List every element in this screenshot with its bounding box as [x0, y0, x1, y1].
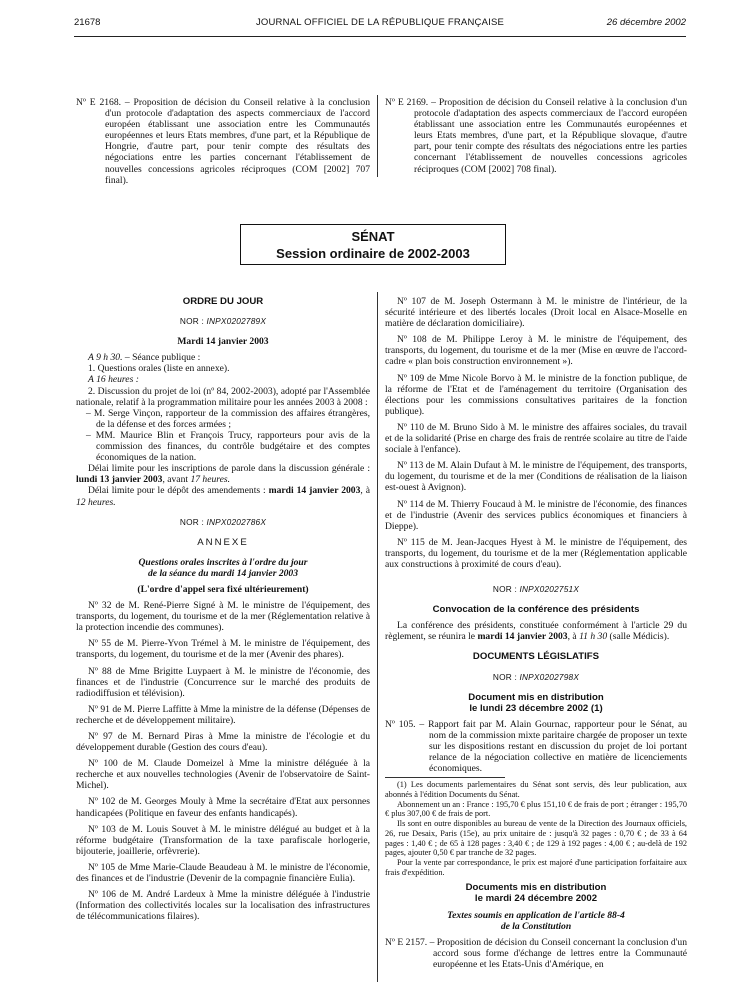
banner-title: SÉNAT [351, 229, 395, 244]
oral-question: Nº 91 de M. Pierre Laffitte à Mme la ministre de la défense (Dépenses de recherche et de développement militaire). [76, 703, 370, 726]
textes-heading: Textes soumis en application de l'article 88-4 [447, 909, 625, 921]
convocation-heading: Convocation de la conférence des présidents [432, 604, 640, 616]
agenda-line: 2. Discussion du projet de loi (nº 84, 2002-2003), adopté par l'Assemblée nationale, relatif à la programmation militaire pour les années 2003 à 2008 : [76, 385, 370, 408]
banner-subtitle: Session ordinaire de 2002-2003 [276, 246, 470, 261]
agenda-line: 1. Questions orales (liste en annexe). [88, 363, 230, 375]
agenda-line: – MM. Maurice Blin et François Trucy, rapporteurs pour avis de la commission des finances, du contrôle budgétaire et des comptes économiques de la nation. [86, 429, 370, 464]
issue-date: 26 décembre 2002 [606, 17, 686, 28]
documents-legislatifs-heading: DOCUMENTS LÉGISLATIFS [472, 651, 600, 663]
agenda-line: Délai limite pour les inscriptions de parole dans la discussion générale : lundi 13 janvier 2003, avant 17 heures. [76, 463, 370, 486]
footnote: Abonnement un an : France : 195,70 € plus 151,10 € de frais de port ; étranger : 195,70 € plus 307,00 € de frais de port. [385, 799, 687, 819]
top-left-item [76, 97, 370, 186]
distribution-heading: Documents mis en distribution [465, 882, 607, 894]
oral-question: Nº 105 de Mme Marie-Claude Beaudeau à M. le ministre de l'économie, des finances et de l'industrie (Devenir de la compagnie financière Eulia). [76, 861, 370, 885]
footnote: Ils sont en outre disponibles au bureau de vente de la Direction des Journaux officiels, 26, rue Desaix, Paris (15e), au prix unitaire de : jusqu'à 32 pages : 0,70 € ; de 33 à 64 pages : 1,40 € ; de 65 à 128 pages : 3,40 € ; de 129 à 192 pages : 4,00 € ; au-delà de 192 pages, ajouter 0,50 € par tranche de 32 pages. [385, 819, 687, 858]
distribution-heading: le lundi 23 décembre 2002 (1) [469, 702, 603, 714]
left-column [76, 296, 370, 927]
page-number: 21678 [74, 17, 101, 28]
ordre-du-jour-heading: ORDRE DU JOUR [182, 296, 264, 307]
question-list [385, 296, 687, 570]
agenda-line: A 9 h 30. – Séance publique : [88, 352, 201, 364]
annexe-heading: ANNEXE [197, 536, 249, 548]
agenda-line: Délai limite pour le dépôt des amendements : mardi 14 janvier 2003, à 12 heures. [76, 485, 370, 508]
agenda-line: – M. Serge Vinçon, rapporteur de la commission des affaires étrangères, de la défense et des forces armées ; [86, 407, 370, 430]
distribution-heading: le mardi 24 décembre 2002 [474, 893, 598, 905]
oral-question: Nº 113 de M. Alain Dufaut à M. le ministre de l'équipement, des transports, du logement, du tourisme et de la mer (Conditions de réalisation de la liaison est-ouest à Avignon). [385, 460, 687, 494]
top-column-separator [377, 95, 378, 177]
textes-heading: de la Constitution [500, 920, 572, 932]
nor-reference: NOR : INPX0202798X [492, 671, 580, 682]
page-header [74, 17, 686, 31]
oral-question: Nº 109 de Mme Nicole Borvo à M. le ministre de la fonction publique, de la réforme de l'Etat et de l'aménagement du territoire (Organisation des élections pour les commissions consultatives paritaires de la fonction publique). [385, 372, 687, 417]
senat-banner [240, 224, 506, 265]
main-column-separator [377, 292, 378, 982]
oral-question: Nº 88 de Mme Brigitte Luypaert à M. le ministre de l'économie, des finances et de l'industrie (Concurrence sur le marché des produits de radiodiffusion et télévision). [76, 665, 370, 699]
item-e2169: Nº E 2169. – Proposition de décision du Conseil relative à la conclusion d'un protocole d'adaptation des aspects commerciaux de l'accord européen établissant une association entre les Communautés européennes et leurs Etats membres, d'une part, et la République slovaque, d'autre part, pour tenir compte des résultats des négociations entre les parties concernant l'établissement de nouvelles concessions agricoles réciproques (COM [2002] 708 final). [385, 97, 687, 175]
oral-question: Nº 106 de M. André Lardeux à Mme la ministre déléguée à l'industrie (Information des collectivités locales sur la localisation des infrastructures de télécommunications filaires). [76, 889, 370, 923]
distribution-heading: Document mis en distribution [468, 691, 604, 703]
footnote-rule [385, 777, 505, 778]
questions-title: Questions orales inscrites à l'ordre du jour [138, 556, 308, 568]
nor-reference: NOR : INPX0202789X [179, 316, 267, 327]
convocation-text: La conférence des présidents, constituée conformément à l'article 29 du règlement, se réunira le mardi 14 janvier 2003, à 11 h 30 (salle Médicis). [385, 620, 687, 643]
oral-question: Nº 97 de M. Bernard Piras à Mme la ministre de l'écologie et du développement durable (Gestion des cours d'eau). [76, 731, 370, 754]
oral-question: Nº 103 de M. Louis Souvet à M. le ministre délégué au budget et à la réforme budgétaire (Transformation de la taxe parafiscale horlogerie, bijouterie, joaillerie, orfèvrerie). [76, 823, 370, 857]
item-e2168: Nº E 2168. – Proposition de décision du Conseil relative à la conclusion d'un protocole d'adaptation des aspects commerciaux de l'accord européen établissant une association entre les Communautés européennes et leurs Etats membres, d'une part, et la République de Hongrie, d'autre part, pour tenir compte des résultats des négociations entre les parties concernant l'établissement de nouvelles concessions agricoles réciproques (COM [2002] 707 final). [76, 97, 370, 186]
questions-title: de la séance du mardi 14 janvier 2003 [147, 567, 299, 579]
oral-question: Nº 115 de M. Jean-Jacques Hyest à M. le ministre de l'équipement, des transports, du logement, du tourisme et de la mer (Réglementation applicable aux constructions à proximité de cours d'eau). [385, 536, 687, 570]
oral-question: Nº 100 de M. Claude Domeizel à Mme la ministre déléguée à la recherche et aux nouvelles technologies (Avenir de l'observatoire de Saint-Michel). [76, 758, 370, 792]
oral-question: Nº 114 de M. Thierry Foucaud à M. le ministre de l'économie, des finances et de l'industrie (Avenir des services publics économiques et financiers à Dieppe). [385, 498, 687, 532]
journal-title: JOURNAL OFFICIEL DE LA RÉPUBLIQUE FRANÇAISE [255, 17, 505, 28]
agenda-line: A 16 heures : [88, 374, 139, 386]
document-105: Nº 105. – Rapport fait par M. Alain Gournac, rapporteur pour le Sénat, au nom de la commission mixte paritaire chargée de proposer un texte sur les dispositions restant en discussion du projet de loi portant relance de la négociation collective en matière de licenciements économiques. [385, 718, 687, 775]
footnote: Pour la vente par correspondance, le prix est majoré d'une participation forfaitaire aux frais d'expédition. [385, 857, 687, 877]
oral-question: Nº 110 de M. Bruno Sido à M. le ministre des affaires sociales, du travail et de la solidarité (Prise en charge des frais de rentrée scolaire au titre de l'aide sociale à l'enfance). [385, 421, 687, 456]
oral-question: Nº 108 de M. Philippe Leroy à M. le ministre de l'équipement, des transports, du logement, du tourisme et de la mer (Mise en œuvre de l'accord-cadre « plan bois construction environnement »). [385, 334, 687, 368]
nor-reference: NOR : INPX0202786X [179, 516, 267, 527]
footnote: (1) Les documents parlementaires du Sénat sont servis, dès leur publication, aux abonnés à l'édition Documents du Sénat. [385, 780, 687, 799]
oral-question: Nº 32 de M. René-Pierre Signé à M. le ministre de l'équipement, des transports, du logement, du tourisme et de la mer (Réglementation relative à la protection incendie des communes). [76, 600, 370, 634]
top-right-item [385, 97, 687, 175]
header-rule [74, 36, 686, 37]
right-column [385, 296, 687, 970]
oral-question: Nº 102 de M. Georges Mouly à Mme la secrétaire d'Etat aux personnes handicapées (Politique en faveur des enfants handicapés). [76, 796, 370, 819]
oral-question: Nº 107 de M. Joseph Ostermann à M. le ministre de l'intérieur, de la sécurité intérieure et des libertés locales (Droit local en Alsace-Moselle en matière de déclaration domiciliaire). [385, 296, 687, 330]
nor-reference: NOR : INPX0202751X [492, 584, 580, 595]
oral-question: Nº 55 de M. Pierre-Yvon Trémel à M. le ministre de l'équipement, des transports, du logement, du tourisme et de la mer (Avenir des phares). [76, 638, 370, 661]
item-e2157: Nº E 2157. – Proposition de décision du Conseil concernant la conclusion d'un accord sous forme d'échange de lettres entre la Communauté européenne et les Etats-Unis d'Amérique, en [385, 936, 687, 970]
question-list [76, 600, 370, 922]
session-date: Mardi 14 janvier 2003 [177, 336, 269, 348]
appel-note: (L'ordre d'appel sera fixé ultérieurement) [137, 583, 309, 595]
